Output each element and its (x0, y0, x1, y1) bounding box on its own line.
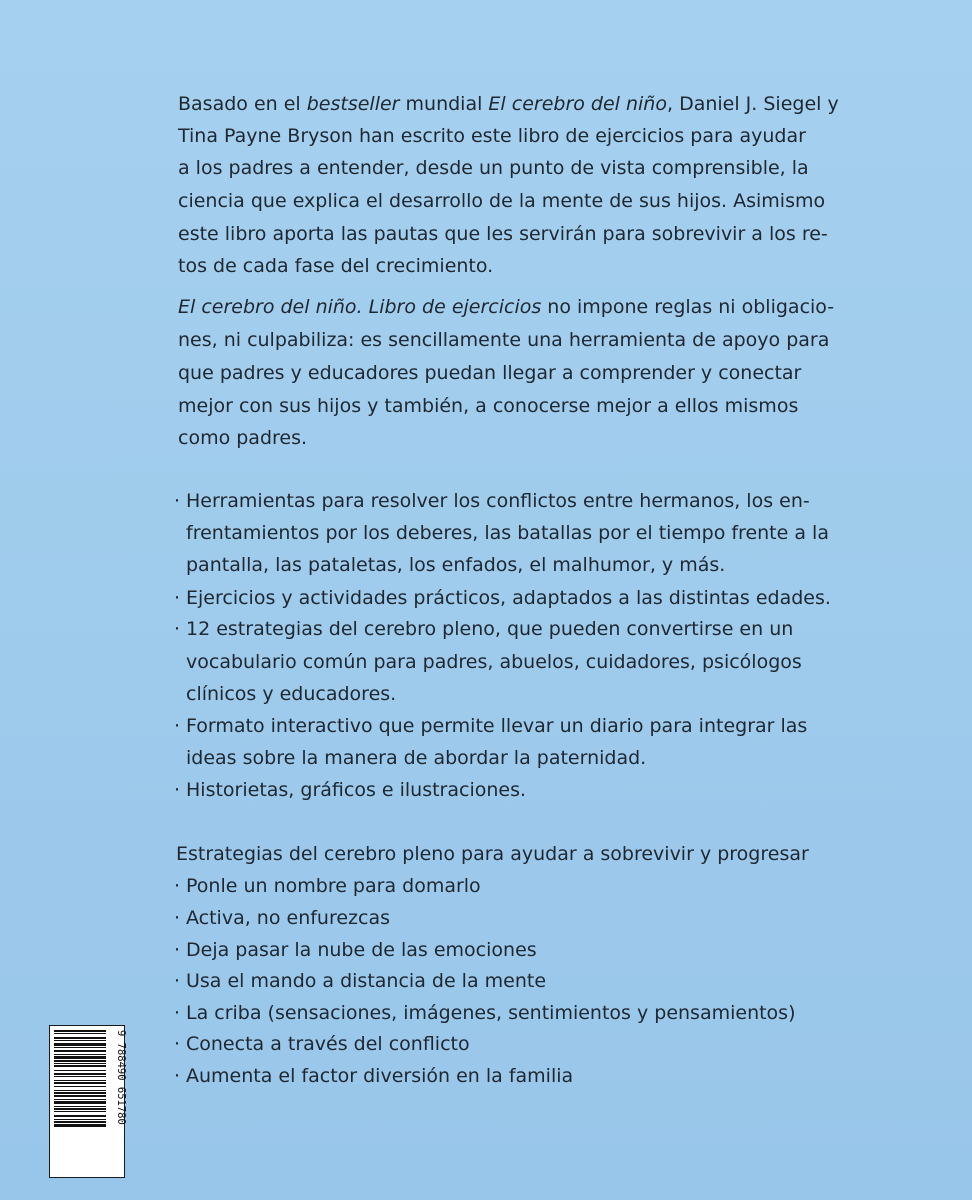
bullet: · (174, 1033, 181, 1055)
bullet: · (174, 715, 181, 737)
strategies-heading: Estrategias del cerebro pleno para ayudar a sobrevivir y progresar (176, 843, 809, 865)
strategy-item: · Activa, no enfurezcas (174, 902, 960, 934)
barcode-graphic (50, 1026, 127, 1177)
strategy-item: · Ponle un nombre para domarlo (174, 870, 960, 902)
barcode-bar (54, 1095, 106, 1097)
barcode-bar (54, 1065, 106, 1067)
barcode-bar (54, 1121, 106, 1123)
barcode-digits: 9 788490 651780 (115, 1030, 127, 1125)
second-line-4: mejor con sus hijos y también, a conocerse mejor a ellos mismos (178, 395, 799, 417)
barcode-bar (54, 1040, 106, 1041)
bullet: · (174, 779, 181, 801)
barcode-bar (54, 1043, 106, 1046)
barcode-bar (54, 1119, 106, 1120)
barcode-bar (54, 1082, 106, 1084)
feature-item: · Formato interactivo que permite llevar un diario para integrar las (174, 710, 960, 742)
intro-line-1: Basado en el bestseller mundial El cerebro del niño, Daniel J. Siegel y (178, 93, 839, 115)
feature-item-cont: pantalla, las pataletas, los enfados, el malhumor, y más. (186, 554, 726, 576)
strategy-item: · Conecta a través del conflicto (174, 1028, 960, 1060)
intro-line-5: este libro aporta las pautas que les servirán para sobrevivir a los re- (178, 223, 828, 245)
barcode-bar (54, 1054, 106, 1055)
feature-item: · Herramientas para resolver los conflictos entre hermanos, los en- (174, 485, 960, 517)
strategy-item: · Aumenta el factor diversión en la familia (174, 1060, 960, 1092)
barcode-bar (54, 1080, 106, 1081)
bullet: · (174, 907, 181, 929)
barcode-bar (54, 1033, 106, 1034)
feature-item-cont: frentamientos por los deberes, las batallas por el tiempo frente a la (186, 522, 829, 544)
feature-item: · Ejercicios y actividades prácticos, adaptados a las distintas edades. (174, 582, 960, 614)
bullet: · (174, 939, 181, 961)
feature-item-cont: ideas sobre la manera de abordar la paternidad. (186, 747, 647, 769)
feature-item: · Historietas, gráficos e ilustraciones. (174, 774, 960, 806)
bullet: · (174, 875, 181, 897)
barcode-bar (54, 1101, 106, 1104)
intro-line-6: tos de cada fase del crecimiento. (178, 255, 494, 277)
bullet: · (174, 1065, 181, 1087)
barcode-bar (54, 1056, 106, 1059)
intro-line-4: ciencia que explica el desarrollo de la mente de sus hijos. Asimismo (178, 190, 826, 212)
barcode-bar (54, 1092, 106, 1094)
barcode-bar (54, 1090, 106, 1091)
barcode-bar (54, 1060, 106, 1062)
intro-line-3: a los padres a entender, desde un punto de vista comprensible, la (178, 157, 809, 179)
bullet: · (174, 618, 181, 640)
barcode-bar (54, 1050, 106, 1052)
barcode-bar (54, 1070, 106, 1071)
strategy-item: · La criba (sensaciones, imágenes, sentimientos y pensamientos) (174, 997, 960, 1029)
barcode-bar (54, 1047, 106, 1048)
second-line-3: que padres y educadores puedan llegar a comprender y conectar (178, 362, 802, 384)
second-line-1: El cerebro del niño. Libro de ejercicios no impone reglas ni obligacio- (178, 296, 835, 318)
bullet: · (174, 587, 181, 609)
strategy-item: · Deja pasar la nube de las emociones (174, 934, 960, 966)
second-line-2: nes, ni culpabiliza: es sencillamente una herramienta de apoyo para (178, 329, 830, 351)
barcode-bar (54, 1073, 106, 1075)
barcode-bar (54, 1111, 106, 1112)
barcode-bar (54, 1108, 106, 1110)
isbn-barcode (49, 1025, 125, 1178)
barcode-bar (54, 1086, 106, 1087)
strategy-item: · Usa el mando a distancia de la mente (174, 965, 960, 997)
barcode-bar (54, 1076, 106, 1077)
barcode-bar (54, 1115, 106, 1117)
bullet: · (174, 970, 181, 992)
second-line-5: como padres. (178, 427, 308, 449)
intro-line-2: Tina Payne Bryson han escrito este libro de ejercicios para ayudar (178, 125, 806, 147)
bullet: · (174, 490, 181, 512)
barcode-bar (54, 1063, 106, 1064)
barcode-bar (54, 1106, 106, 1107)
barcode-bar (54, 1030, 106, 1032)
barcode-bar (54, 1037, 106, 1039)
feature-item-cont: clínicos y educadores. (186, 683, 397, 705)
bullet: · (174, 1002, 181, 1024)
barcode-bar (54, 1124, 106, 1127)
feature-item-cont: vocabulario común para padres, abuelos, cuidadores, psicólogos (186, 651, 802, 673)
feature-item: · 12 estrategias del cerebro pleno, que pueden convertirse en un (174, 613, 960, 645)
barcode-bars (54, 1030, 106, 1127)
barcode-bar (54, 1099, 106, 1100)
